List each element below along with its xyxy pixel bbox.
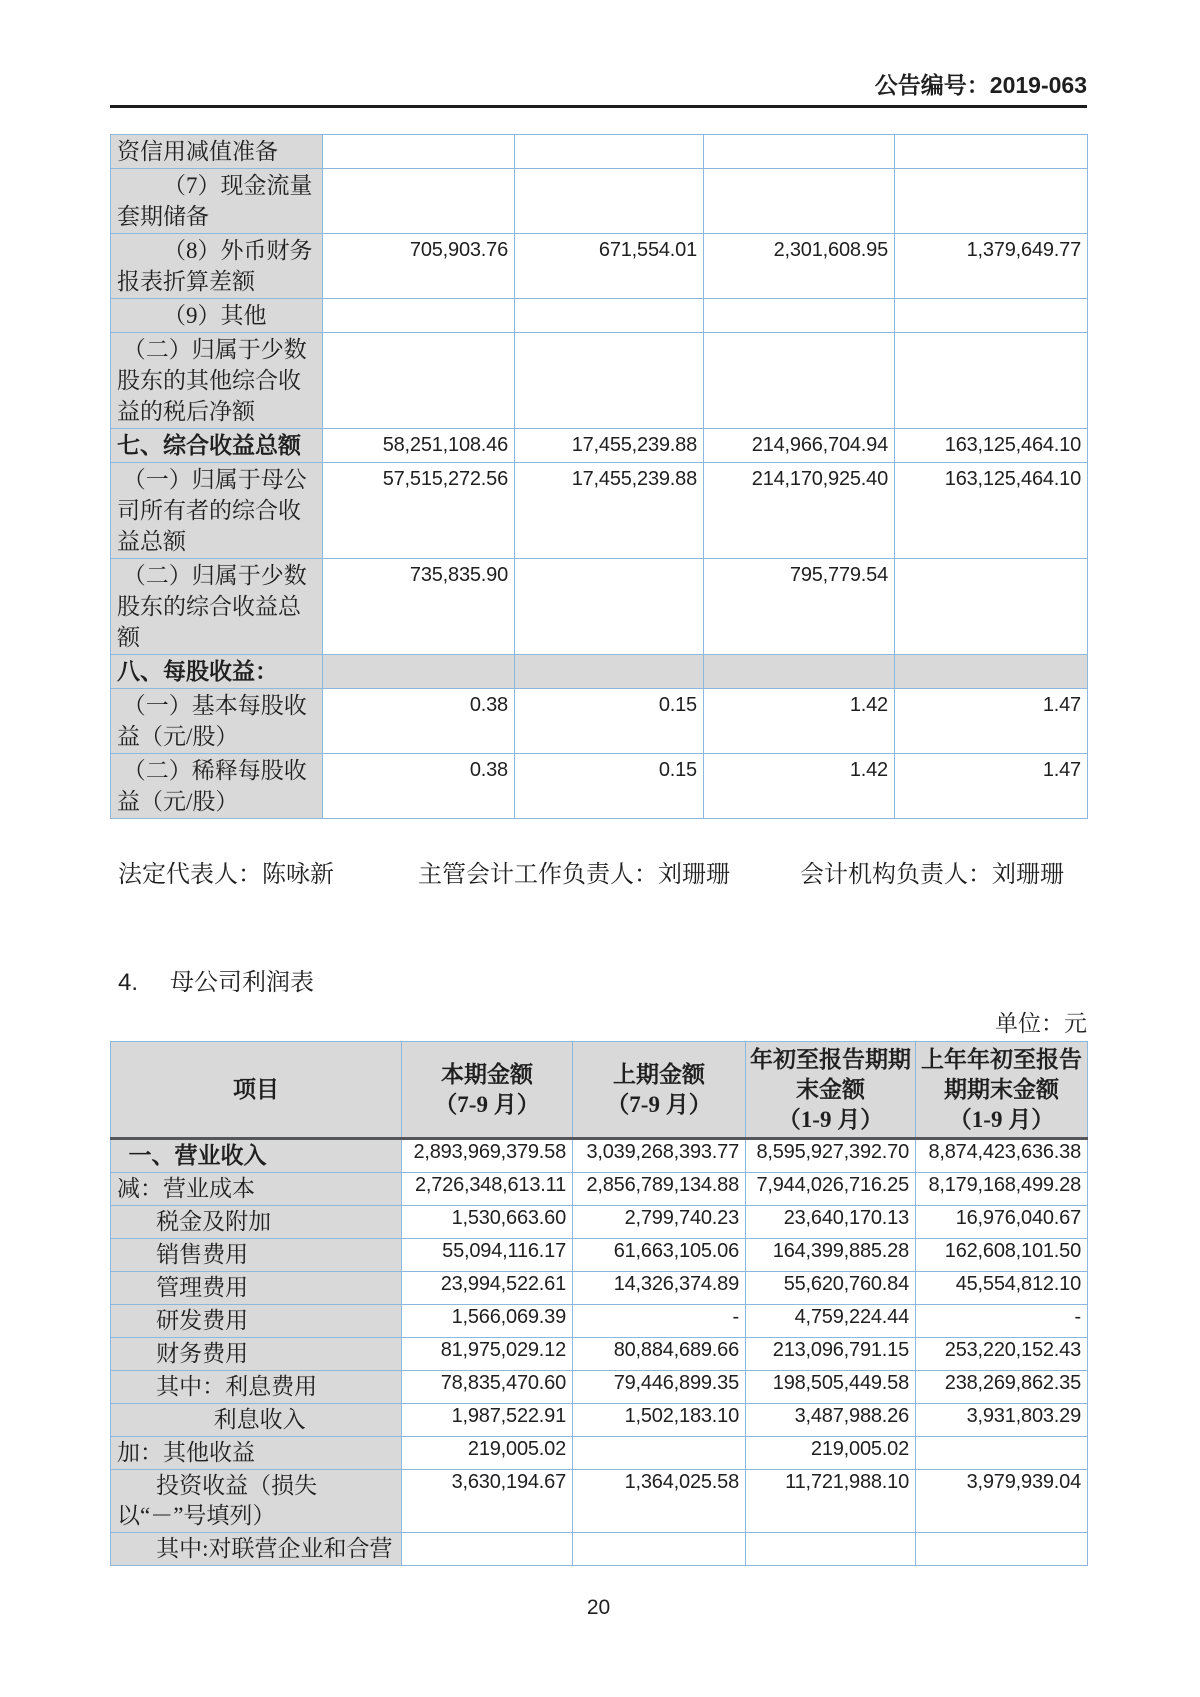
table-row bbox=[111, 234, 1088, 299]
signature-line bbox=[110, 859, 1087, 891]
cell-value bbox=[895, 559, 1088, 655]
cell-value: 164,399,885.28 bbox=[746, 1239, 916, 1272]
row-label: 研发费用 bbox=[111, 1305, 402, 1338]
cell-value: 0.38 bbox=[323, 689, 515, 754]
cell-value: 214,966,704.94 bbox=[704, 429, 895, 463]
cell-value: 57,515,272.56 bbox=[323, 463, 515, 559]
header-line: 上期金额 bbox=[613, 1061, 705, 1087]
table-row bbox=[111, 299, 1088, 333]
table-row bbox=[111, 1437, 1088, 1470]
row-label: 减：营业成本 bbox=[111, 1173, 402, 1206]
cell-value: - bbox=[916, 1305, 1088, 1338]
cell-value bbox=[746, 1533, 916, 1566]
cell-value: 11,721,988.10 bbox=[746, 1470, 916, 1533]
cell-value: 81,975,029.12 bbox=[402, 1338, 573, 1371]
cell-value: 198,505,449.58 bbox=[746, 1371, 916, 1404]
cell-value bbox=[895, 135, 1088, 169]
table-row bbox=[111, 135, 1088, 169]
cell-value: 0.15 bbox=[515, 754, 704, 819]
row-label: 资信用减值准备 bbox=[111, 135, 323, 169]
header-current-period bbox=[402, 1042, 573, 1139]
cell-value bbox=[515, 655, 704, 689]
cell-value bbox=[704, 655, 895, 689]
row-label: 投资收益（损失以“－”号填列） bbox=[111, 1470, 402, 1533]
cell-value: 1,364,025.58 bbox=[573, 1470, 746, 1533]
cell-value: 8,595,927,392.70 bbox=[746, 1139, 916, 1173]
document-page bbox=[110, 0, 1087, 1620]
cell-value: 253,220,152.43 bbox=[916, 1338, 1088, 1371]
table-row bbox=[111, 463, 1088, 559]
cell-value bbox=[704, 299, 895, 333]
table-row bbox=[111, 689, 1088, 754]
cell-value bbox=[916, 1533, 1088, 1566]
cell-value bbox=[323, 299, 515, 333]
table-row bbox=[111, 559, 1088, 655]
cell-value bbox=[704, 169, 895, 234]
cell-value bbox=[916, 1437, 1088, 1470]
table-row bbox=[111, 1533, 1088, 1566]
cell-value: 1,379,649.77 bbox=[895, 234, 1088, 299]
cell-value: 214,170,925.40 bbox=[704, 463, 895, 559]
cell-value: 8,874,423,636.38 bbox=[916, 1139, 1088, 1173]
legal-representative-signature: 法定代表人：陈咏新 bbox=[118, 862, 334, 888]
section-title-text: 母公司利润表 bbox=[170, 970, 314, 996]
row-label: 其中：利息费用 bbox=[111, 1371, 402, 1404]
table-row bbox=[111, 655, 1088, 689]
cell-value: 55,094,116.17 bbox=[402, 1239, 573, 1272]
table-row bbox=[111, 754, 1088, 819]
header-line: （7-9 月） bbox=[434, 1091, 540, 1117]
cell-value bbox=[323, 655, 515, 689]
header-line: 本期金额 bbox=[441, 1061, 533, 1087]
table-row bbox=[111, 1272, 1088, 1305]
cell-value: 2,799,740.23 bbox=[573, 1206, 746, 1239]
cell-value bbox=[895, 655, 1088, 689]
cell-value: 23,994,522.61 bbox=[402, 1272, 573, 1305]
cell-value: 23,640,170.13 bbox=[746, 1206, 916, 1239]
cell-value bbox=[515, 299, 704, 333]
cell-value: 0.38 bbox=[323, 754, 515, 819]
row-label: 八、每股收益： bbox=[111, 655, 323, 689]
comprehensive-income-table bbox=[110, 134, 1088, 819]
header-prior-period bbox=[573, 1042, 746, 1139]
cell-value: 1.47 bbox=[895, 689, 1088, 754]
notice-number: 公告编号：2019-063 bbox=[874, 72, 1087, 98]
cell-value: 14,326,374.89 bbox=[573, 1272, 746, 1305]
parent-company-income-statement-table bbox=[110, 1041, 1088, 1566]
cell-value: 78,835,470.60 bbox=[402, 1371, 573, 1404]
cell-value: 705,903.76 bbox=[323, 234, 515, 299]
cell-value: 3,931,803.29 bbox=[916, 1404, 1088, 1437]
cell-value bbox=[573, 1437, 746, 1470]
cell-value: - bbox=[573, 1305, 746, 1338]
cell-value: 795,779.54 bbox=[704, 559, 895, 655]
page-number bbox=[110, 1596, 1087, 1620]
table-row bbox=[111, 1470, 1088, 1533]
cell-value: 735,835.90 bbox=[323, 559, 515, 655]
row-label: （8）外币财务报表折算差额 bbox=[111, 234, 323, 299]
header-prior-year-to-date bbox=[916, 1042, 1088, 1139]
cell-value: 45,554,812.10 bbox=[916, 1272, 1088, 1305]
cell-value: 213,096,791.15 bbox=[746, 1338, 916, 1371]
accounting-department-head-signature: 会计机构负责人：刘珊珊 bbox=[800, 862, 1064, 888]
row-label: 管理费用 bbox=[111, 1272, 402, 1305]
row-label: 销售费用 bbox=[111, 1239, 402, 1272]
cell-value bbox=[573, 1533, 746, 1566]
row-label: 财务费用 bbox=[111, 1338, 402, 1371]
cell-value: 2,726,348,613.11 bbox=[402, 1173, 573, 1206]
cell-value: 0.15 bbox=[515, 689, 704, 754]
row-label: 加：其他收益 bbox=[111, 1437, 402, 1470]
page-number-text: 20 bbox=[586, 1596, 611, 1619]
cell-value bbox=[515, 135, 704, 169]
cell-value bbox=[515, 333, 704, 429]
cell-value bbox=[895, 299, 1088, 333]
row-label: （9）其他 bbox=[111, 299, 323, 333]
cell-value: 61,663,105.06 bbox=[573, 1239, 746, 1272]
row-label: 税金及附加 bbox=[111, 1206, 402, 1239]
cell-value bbox=[323, 135, 515, 169]
cell-value: 8,179,168,499.28 bbox=[916, 1173, 1088, 1206]
chief-accountant-signature: 主管会计工作负责人：刘珊珊 bbox=[418, 862, 730, 888]
table-row bbox=[111, 429, 1088, 463]
row-label: （二）归属于少数股东的其他综合收益的税后净额 bbox=[111, 333, 323, 429]
header-line: （1-9 月） bbox=[948, 1106, 1055, 1132]
cell-value: 219,005.02 bbox=[746, 1437, 916, 1470]
row-label: 利息收入 bbox=[111, 1404, 402, 1437]
cell-value bbox=[515, 169, 704, 234]
row-label: （一）归属于母公司所有者的综合收益总额 bbox=[111, 463, 323, 559]
table-row bbox=[111, 1305, 1088, 1338]
unit-label bbox=[110, 1009, 1087, 1039]
cell-value bbox=[402, 1533, 573, 1566]
cell-value: 79,446,899.35 bbox=[573, 1371, 746, 1404]
cell-value: 1,987,522.91 bbox=[402, 1404, 573, 1437]
cell-value: 2,893,969,379.58 bbox=[402, 1139, 573, 1173]
header-divider-rule bbox=[110, 105, 1087, 108]
table-header-row bbox=[111, 1042, 1088, 1139]
header-year-to-date bbox=[746, 1042, 916, 1139]
cell-value: 3,039,268,393.77 bbox=[573, 1139, 746, 1173]
cell-value: 1.42 bbox=[704, 689, 895, 754]
header-line: 年初至报告期期末金额 bbox=[750, 1046, 911, 1102]
cell-value: 162,608,101.50 bbox=[916, 1239, 1088, 1272]
row-label: 一、营业收入 bbox=[111, 1139, 402, 1173]
table-row bbox=[111, 1206, 1088, 1239]
unit-label-text: 单位：元 bbox=[995, 1011, 1087, 1036]
cell-value: 17,455,239.88 bbox=[515, 429, 704, 463]
cell-value: 1.47 bbox=[895, 754, 1088, 819]
cell-value: 80,884,689.66 bbox=[573, 1338, 746, 1371]
row-label: （二）归属于少数股东的综合收益总额 bbox=[111, 559, 323, 655]
cell-value: 3,630,194.67 bbox=[402, 1470, 573, 1533]
cell-value: 17,455,239.88 bbox=[515, 463, 704, 559]
section-number: 4. bbox=[118, 969, 139, 996]
table-row bbox=[111, 1404, 1088, 1437]
cell-value bbox=[323, 333, 515, 429]
cell-value: 1,566,069.39 bbox=[402, 1305, 573, 1338]
cell-value: 16,976,040.67 bbox=[916, 1206, 1088, 1239]
cell-value bbox=[895, 333, 1088, 429]
cell-value: 2,301,608.95 bbox=[704, 234, 895, 299]
cell-value: 58,251,108.46 bbox=[323, 429, 515, 463]
table-row bbox=[111, 1239, 1088, 1272]
cell-value bbox=[704, 135, 895, 169]
cell-value: 7,944,026,716.25 bbox=[746, 1173, 916, 1206]
cell-value: 238,269,862.35 bbox=[916, 1371, 1088, 1404]
cell-value: 2,856,789,134.88 bbox=[573, 1173, 746, 1206]
table-row bbox=[111, 1338, 1088, 1371]
cell-value: 163,125,464.10 bbox=[895, 463, 1088, 559]
table-row bbox=[111, 1173, 1088, 1206]
row-label: 七、综合收益总额 bbox=[111, 429, 323, 463]
section-title bbox=[110, 967, 1087, 999]
cell-value: 4,759,224.44 bbox=[746, 1305, 916, 1338]
row-label: （二）稀释每股收益（元/股） bbox=[111, 754, 323, 819]
row-label: （一）基本每股收益（元/股） bbox=[111, 689, 323, 754]
header-item: 项目 bbox=[111, 1042, 402, 1139]
cell-value: 3,979,939.04 bbox=[916, 1470, 1088, 1533]
cell-value bbox=[515, 559, 704, 655]
header-line: （1-9 月） bbox=[777, 1106, 884, 1132]
cell-value bbox=[895, 169, 1088, 234]
header-line: 上年年初至报告期期末金额 bbox=[921, 1046, 1082, 1102]
cell-value: 1,530,663.60 bbox=[402, 1206, 573, 1239]
cell-value: 163,125,464.10 bbox=[895, 429, 1088, 463]
cell-value: 3,487,988.26 bbox=[746, 1404, 916, 1437]
notice-number-header bbox=[110, 0, 1087, 101]
cell-value bbox=[323, 169, 515, 234]
cell-value bbox=[704, 333, 895, 429]
header-line: （7-9 月） bbox=[606, 1091, 712, 1117]
cell-value: 1,502,183.10 bbox=[573, 1404, 746, 1437]
row-label: （7）现金流量套期储备 bbox=[111, 169, 323, 234]
table-row bbox=[111, 1371, 1088, 1404]
cell-value: 55,620,760.84 bbox=[746, 1272, 916, 1305]
table-row bbox=[111, 333, 1088, 429]
cell-value: 219,005.02 bbox=[402, 1437, 573, 1470]
cell-value: 1.42 bbox=[704, 754, 895, 819]
table-row bbox=[111, 169, 1088, 234]
table-row bbox=[111, 1139, 1088, 1173]
row-label: 其中:对联营企业和合营 bbox=[111, 1533, 402, 1566]
cell-value: 671,554.01 bbox=[515, 234, 704, 299]
